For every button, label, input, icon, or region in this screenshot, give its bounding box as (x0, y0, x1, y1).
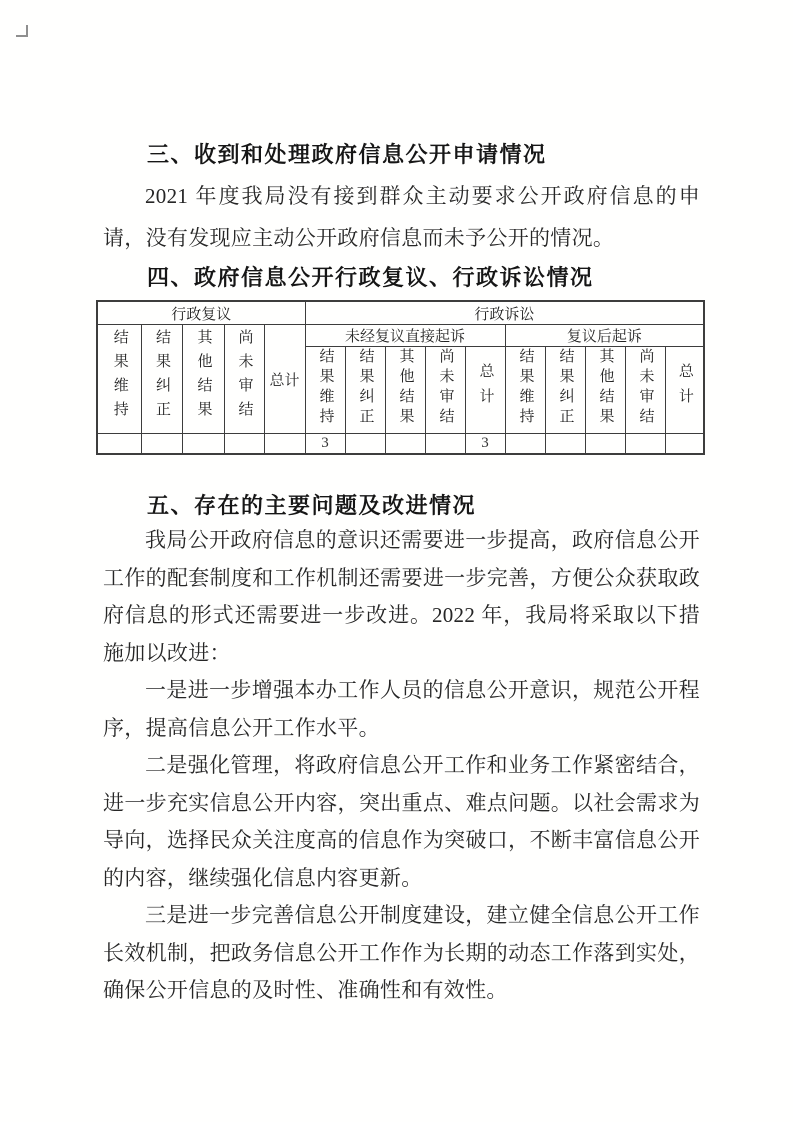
data-cell (665, 434, 704, 455)
header-cell-direct-pending: 尚未审结 (425, 347, 465, 434)
section-4-heading: 四、政府信息公开行政复议、行政诉讼情况 (147, 265, 594, 290)
header-cell-after-other: 其他结果 (585, 347, 625, 434)
section-5-heading: 五、存在的主要问题及改进情况 (147, 493, 477, 518)
data-cell (385, 434, 425, 455)
data-cell (545, 434, 585, 455)
data-cell (585, 434, 625, 455)
data-cell (224, 434, 264, 455)
header-cell-review-total: 总计 (264, 325, 305, 434)
header-cell-direct-total: 总计 (465, 347, 505, 434)
header-cell-review-pending: 尚未审结 (224, 325, 264, 434)
header-cell-review-corrected: 结果纠正 (141, 325, 182, 434)
header-cell-review-other: 其他结果 (182, 325, 224, 434)
header-cell-after-pending: 尚未审结 (625, 347, 665, 434)
data-cell (625, 434, 665, 455)
data-cell-direct-total-value: 3 (465, 434, 505, 455)
header-cell-after-corrected: 结果纠正 (545, 347, 585, 434)
header-cell-after-total: 总计 (665, 347, 704, 434)
corner-bracket-icon (16, 25, 28, 37)
header-cell-after-upheld: 结果维持 (505, 347, 545, 434)
section-5-paragraph-4: 三是进一步完善信息公开制度建设，建立健全信息公开工作长效机制，把政务信息公开工作作为长期的动态工作落到实处，确保公开信息的及时性、准确性和有效性。 (103, 903, 700, 1002)
subgroup-header-after-review-suit: 复议后起诉 (505, 325, 704, 347)
header-cell-direct-corrected: 结果纠正 (345, 347, 385, 434)
header-cell-direct-other: 其他结果 (385, 347, 425, 434)
section-3-paragraph: 2021 年度我局没有接到群众主动要求公开政府信息的申请，没有发现应主动公开政府信息而未予公开的情况。 (103, 184, 700, 250)
group-header-review: 行政复议 (97, 301, 305, 325)
group-header-litigation: 行政诉讼 (305, 301, 704, 325)
subgroup-header-direct-suit: 未经复议直接起诉 (305, 325, 505, 347)
section-3-heading: 三、收到和处理政府信息公开申请情况 (147, 142, 547, 167)
data-cell (97, 434, 141, 455)
data-cell (345, 434, 385, 455)
data-cell (264, 434, 305, 455)
data-cell (505, 434, 545, 455)
section-5-paragraph-1: 我局公开政府信息的意识还需要进一步提高，政府信息公开工作的配套制度和工作机制还需要进一步完善，方便公众获取政府信息的形式还需要进一步改进。2022 年，我局将采取以下措施加以改进： (103, 528, 700, 665)
section-5-paragraph-3: 二是强化管理，将政府信息公开工作和业务工作紧密结合，进一步充实信息公开内容，突出重点、难点问题。以社会需求为导向，选择民众关注度高的信息作为突破口，不断丰富信息公开的内容，继续强化信息内容更新。 (103, 753, 700, 890)
header-cell-review-upheld: 结果维持 (97, 325, 141, 434)
section-5-paragraph-2: 一是进一步增强本办工作人员的信息公开意识，规范公开程序，提高信息公开工作水平。 (103, 678, 700, 740)
data-cell-direct-upheld-value: 3 (305, 434, 345, 455)
data-cell (141, 434, 182, 455)
document-content (103, 0, 700, 1010)
data-cell (425, 434, 465, 455)
review-litigation-table (96, 300, 705, 455)
header-cell-direct-upheld: 结果维持 (305, 347, 345, 434)
data-cell (182, 434, 224, 455)
